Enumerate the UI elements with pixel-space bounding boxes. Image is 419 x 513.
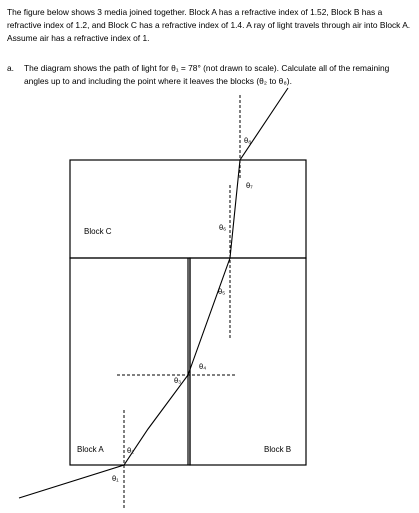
block-b-rect bbox=[190, 258, 306, 465]
angle-label-t8: θ₈ bbox=[244, 136, 252, 145]
angle-label-t4: θ₄ bbox=[199, 362, 207, 371]
question-text: The diagram shows the path of light for θ₁ = 78° (not drawn to scale). Calculate all of the remaining angles up to and including the point where it leaves the blocks (θ₂ to θ₈). bbox=[24, 63, 390, 86]
intro-paragraph: The figure below shows 3 media joined together. Block A has a refractive index of 1.52, Block B has a refractive index of 1.2, and Block C has a refractive index of 1.4. A ray of light travels through air into Block A. Assume air has a refractive index of 1. bbox=[7, 7, 411, 43]
angle-label-t7: θ₇ bbox=[246, 181, 253, 190]
block-b-label: Block B bbox=[264, 445, 292, 454]
angle-label-t5: θ₅ bbox=[218, 287, 226, 296]
block-a-label: Block A bbox=[77, 445, 104, 454]
light-ray bbox=[19, 88, 288, 498]
angle-label-t6: θ₆ bbox=[219, 223, 227, 232]
question-label: a. bbox=[7, 63, 14, 73]
angle-label-t1: θ₁ bbox=[112, 474, 119, 483]
angle-label-t3: θ₃ bbox=[174, 376, 182, 385]
block-c-rect bbox=[70, 160, 306, 258]
angle-label-t2: θ₂ bbox=[127, 446, 135, 455]
block-a-rect bbox=[70, 258, 190, 465]
block-c-label: Block C bbox=[84, 227, 112, 236]
